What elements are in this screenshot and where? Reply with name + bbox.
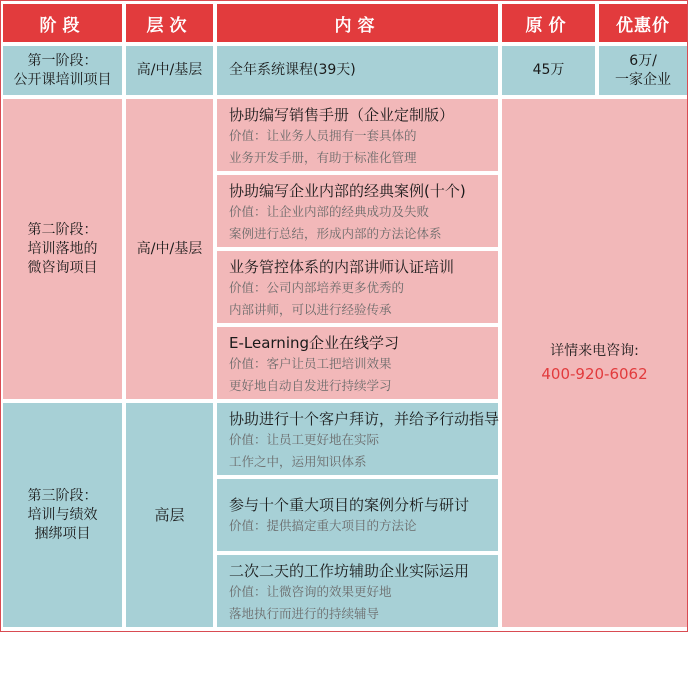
stage2-name-line3: 微咨询项目 bbox=[27, 259, 98, 276]
item-desc-line1: 价值：提供搞定重大项目的方法论 bbox=[229, 518, 417, 533]
stage1-discount-price bbox=[599, 46, 687, 95]
stage2-level: 高/中/基层 bbox=[136, 241, 203, 257]
stage3-item bbox=[217, 555, 498, 627]
item-title: 协助进行十个客户拜访，并给予行动指导 bbox=[229, 410, 500, 428]
stage2-name-line1: 第二阶段： bbox=[27, 221, 98, 238]
stage2-level-cell bbox=[126, 99, 213, 399]
item-desc-line1: 价值：让微咨询的效果更好地 bbox=[229, 584, 392, 599]
stage3-name-line2: 培训与绩效 bbox=[27, 506, 98, 523]
item-desc-line2: 工作之中，运用知识体系 bbox=[229, 454, 367, 469]
item-title: 参与十个重大项目的案例分析与研讨 bbox=[229, 496, 470, 514]
stage1-name-line2: 公开课培训项目 bbox=[13, 71, 112, 88]
stage3-name-line3: 捆绑项目 bbox=[34, 525, 91, 542]
stage2-item bbox=[217, 99, 498, 171]
header-content: 内容 bbox=[217, 4, 498, 42]
item-desc-line2: 落地执行而进行的持续辅导 bbox=[229, 606, 380, 621]
item-desc-line1: 价值：公司内部培养更多优秀的 bbox=[229, 280, 405, 295]
stage2-item bbox=[217, 327, 498, 399]
stage1-name-line1: 第一阶段： bbox=[27, 52, 98, 69]
stage1-content: 全年系统课程(39天) bbox=[217, 46, 498, 95]
item-desc-line2: 更好地自动自发进行持续学习 bbox=[229, 378, 392, 393]
item-title: 业务管控体系的内部讲师认证培训 bbox=[229, 258, 455, 276]
stage3-name bbox=[3, 403, 122, 627]
stage2-name bbox=[3, 99, 122, 399]
stage1-original-price: 45万 bbox=[502, 46, 595, 95]
item-desc-line1: 价值：客户让员工把培训效果 bbox=[229, 356, 392, 371]
item-desc-line1: 价值：让员工更好地在实际 bbox=[229, 432, 380, 447]
item-desc-line2: 业务开发手册，有助于标准化管理 bbox=[229, 150, 417, 165]
item-title: 协助编写企业内部的经典案例(十个) bbox=[229, 182, 466, 200]
stage2-name-line2: 培训落地的 bbox=[27, 240, 98, 257]
item-title: 二次二天的工作坊辅助企业实际运用 bbox=[229, 562, 470, 580]
header-stage: 阶段 bbox=[3, 4, 122, 42]
item-desc-line2: 案例进行总结，形成内部的方法论体系 bbox=[229, 226, 442, 241]
item-desc-line1: 价值：让业务人员拥有一套具体的 bbox=[229, 128, 417, 143]
header-original-price: 原价 bbox=[502, 4, 595, 42]
consult-phone: 400-920-6062 bbox=[541, 365, 648, 383]
stage1-level: 高/中/基层 bbox=[126, 46, 213, 95]
stage1-name bbox=[3, 46, 122, 95]
item-desc-line2: 内部讲师，可以进行经验传承 bbox=[229, 302, 392, 317]
stage3-level: 高层 bbox=[126, 403, 213, 627]
stage1-discount-line2: 一家企业 bbox=[615, 71, 671, 88]
header-discount-price: 优惠价 bbox=[599, 4, 687, 42]
stage3-item bbox=[217, 479, 498, 551]
item-desc-line1: 价值：让企业内部的经典成功及失败 bbox=[229, 204, 430, 219]
stage2-item bbox=[217, 175, 498, 247]
stage3-item bbox=[217, 403, 498, 475]
header-level: 层次 bbox=[126, 4, 213, 42]
consult-label: 详情来电咨询: bbox=[550, 343, 639, 359]
stage3-name-line1: 第三阶段： bbox=[27, 487, 98, 504]
consult-info bbox=[502, 99, 687, 627]
stage2-item bbox=[217, 251, 498, 323]
item-title: E-Learning企业在线学习 bbox=[229, 334, 400, 352]
item-title: 协助编写销售手册（企业定制版） bbox=[229, 106, 455, 124]
stage1-discount-line1: 6万/ bbox=[629, 52, 657, 69]
